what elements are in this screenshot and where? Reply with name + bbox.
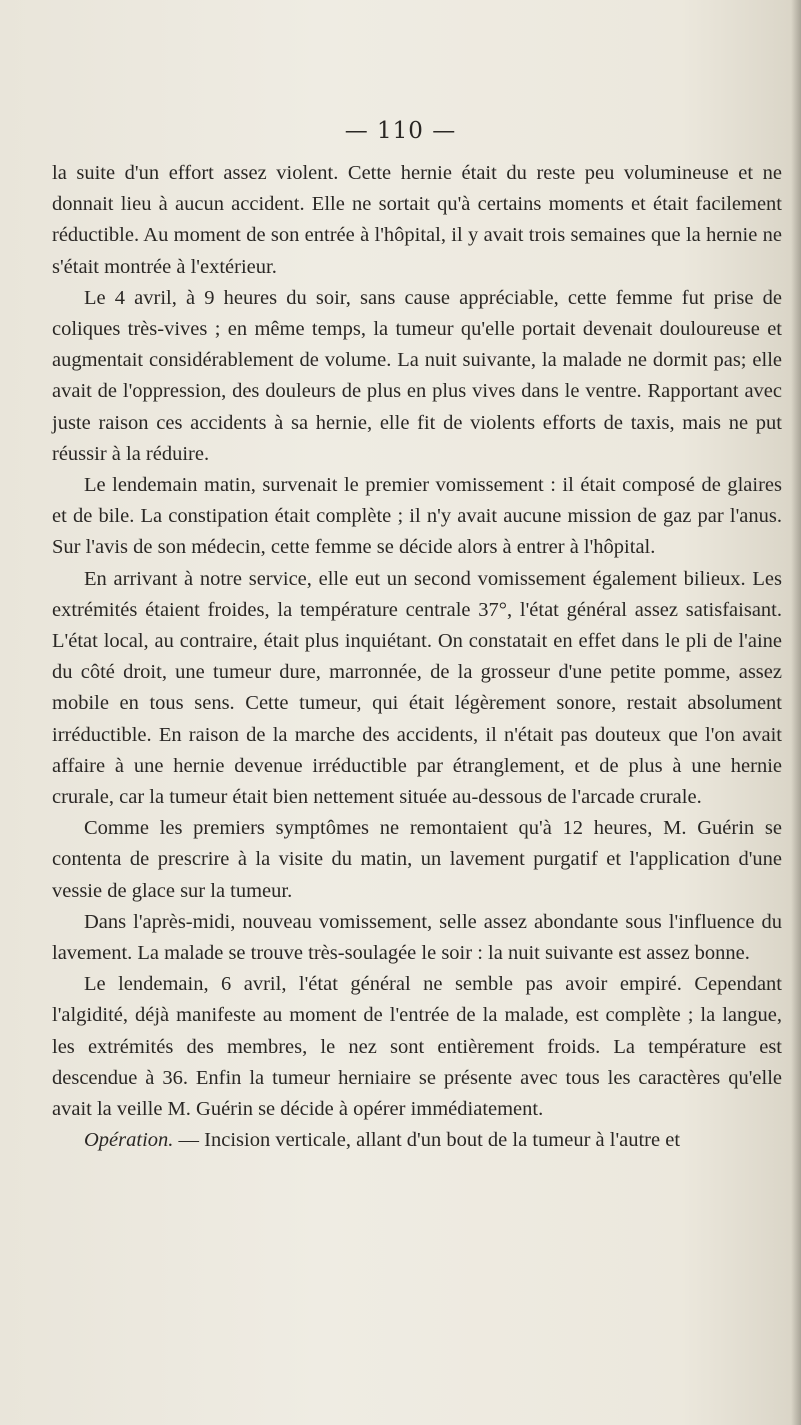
paragraph-7: Le lendemain, 6 avril, l'état général ne semble pas avoir empiré. Cependant l'algidité, déjà manifeste au moment de l'entrée de la malade, est complète ; la langue, les extrémités des membres, le nez sont entièrement froids. La température est descendue à 36. Enfin la tumeur herniaire se présente avec tous les caractères qu'elle avait la veille M. Guérin se décide à opérer immédiatement. [52, 973, 782, 1121]
operation-heading: Opération. [84, 1129, 174, 1152]
paragraph-5: Comme les premiers symptômes ne remontaient qu'à 12 heures, M. Guérin se contenta de prescrire à la visite du matin, un lavement purgatif et l'application d'une vessie de glace sur la tumeur. [52, 817, 782, 902]
paragraph-1: la suite d'un effort assez violent. Cette hernie était du reste peu volumineuse et ne donnait lieu à aucun accident. Elle ne sortait qu'à certains moments et était facilement réductible. Au moment de son entrée à l'hôpital, il y avait trois semaines que la hernie ne s'était montrée à l'extérieur. [52, 162, 782, 278]
page-edge-shadow [791, 0, 801, 1425]
page-number: — 110 — [344, 118, 457, 144]
paragraph-2: Le 4 avril, à 9 heures du soir, sans cause appréciable, cette femme fut prise de coliques très-vives ; en même temps, la tumeur qu'elle portait devenait douloureuse et augmentait considérablement de volume. La nuit suivante, la malade ne dormit pas; elle avait de l'oppression, des douleurs de plus en plus vives dans le ventre. Rapportant avec juste raison ces accidents à sa hernie, elle fit de violents efforts de taxis, mais ne put réussir à la réduire. [52, 286, 782, 465]
body-text [52, 158, 782, 1157]
paragraph-4: En arrivant à notre service, elle eut un second vomissement également bilieux. Les extrémités étaient froides, la température centrale 37°, l'état général assez satisfaisant. L'état local, au contraire, était plus inquiétant. On constatait en effet dans le pli de l'aine du côté droit, une tumeur dure, marronnée, de la grosseur d'une petite pomme, assez mobile en tous sens. Cette tumeur, qui était légèrement sonore, restait absolument irréductible. En raison de la marche des accidents, il n'était pas douteux que l'on avait affaire à une hernie devenue irréductible par étranglement, et de plus à une hernie crurale, car la tumeur était bien nettement située au-dessous de l'arcade crurale. [52, 567, 782, 809]
operation-text: — Incision verticale, allant d'un bout de la tumeur à l'autre et [173, 1129, 681, 1152]
paragraph-operation [52, 1125, 782, 1156]
paragraph-6: Dans l'après-midi, nouveau vomissement, selle assez abondante sous l'influence du lavement. La malade se trouve très-soulagée le soir : la nuit suivante est assez bonne. [52, 910, 782, 965]
paragraph-3: Le lendemain matin, survenait le premier vomissement : il était composé de glaires et de bile. La constipation était complète ; il n'y avait aucune mission de gaz par l'anus. Sur l'avis de son médecin, cette femme se décide alors à entrer à l'hôpital. [52, 474, 782, 559]
